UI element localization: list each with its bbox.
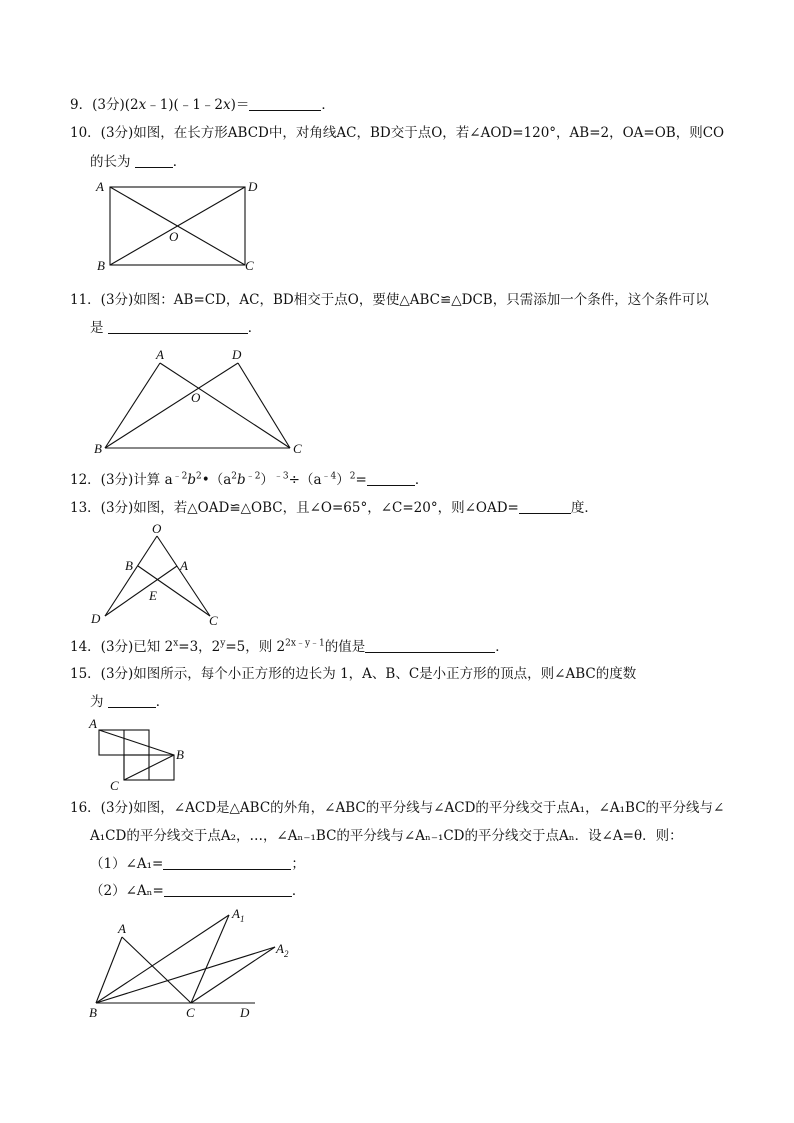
segment-ba [96,937,122,1003]
question-16-line2: A₁CD的平分线交于点A₂，…，∠Aₙ₋₁BC的平分线与∠Aₙ₋₁CD的平分线交于点Aₙ．设∠A=θ．则： [90,828,683,844]
label-a: A [89,716,97,731]
label-b: B [176,747,184,762]
label-b: B [97,258,105,273]
q12-text: ÷（a [288,472,322,488]
q9-var: x [138,97,147,113]
q9-text: 9．(3分)(2 [70,97,139,113]
q12-exp: 2 [231,471,238,482]
answer-blank-16-2[interactable] [164,882,292,897]
label-a: A [180,558,188,573]
q16-part2-tail: ． [291,883,306,899]
label-a2 [275,941,289,959]
segment-ac [160,363,290,448]
figure-exterior-angle-bisectors [85,905,300,1020]
figure-triangles-abc-dcb [90,345,320,460]
q13-tail: 度． [570,500,598,516]
question-16-part2 [90,881,305,901]
question-10-line2 [90,152,186,172]
figure-triangles-oad-obc [85,522,235,630]
label-b: B [94,441,102,456]
q12-text: ） [336,472,350,488]
label-b: B [89,1005,97,1020]
label-a1 [231,906,244,924]
q9-var2: x [223,97,231,113]
q12-tail: ． [414,472,429,488]
segment-ab [99,730,174,755]
label-a2-main: A [276,941,284,956]
label-b: B [125,558,133,573]
q12-text: 12．(3分)计算 a [70,472,173,488]
q15-tail: ． [155,694,170,710]
q12-text: •（a [201,472,232,488]
label-a: A [156,347,164,362]
q9-tail: ． [321,97,335,113]
q11-line2-text: 是 [90,320,104,336]
question-12 [70,470,428,490]
label-d: D [248,179,258,194]
label-d: D [91,611,101,626]
q12-exp: ﹣2 [245,471,261,482]
q14-exp: y [220,638,226,649]
label-o: O [169,229,179,244]
label-a2-sub: 2 [283,949,289,959]
answer-blank-12[interactable] [367,471,415,486]
q12-var: b [187,472,197,488]
question-13 [70,498,598,518]
q12-exp: 2 [349,471,356,482]
question-10: 10．(3分)如图，在长方形ABCD中，对角线AC，BD交于点O，若∠AOD=120°，AB=2，OA=OB，则CO [70,125,725,141]
q15-line2-text: 为 [90,694,104,710]
label-a1-main: A [232,906,240,921]
label-o: O [152,521,162,536]
label-c: C [293,441,302,456]
segment-bd [105,363,238,448]
question-15: 15．(3分)如图所示，每个小正方形的边长为 1，A、B、C是小正方形的顶点，则∠ABC的度数 [70,666,637,682]
label-c: C [186,1005,195,1020]
answer-blank-13[interactable] [519,499,571,514]
figure-rectangle-abcd [90,178,270,273]
q14-text: =3，2 [178,639,221,655]
label-d: D [232,347,242,362]
q12-text: ） [260,472,274,488]
label-e: E [149,588,157,603]
q9-text-mid: ﹣1)(﹣1﹣2 [146,97,224,113]
q14-tail: ． [495,639,509,655]
q9-text-end: )＝ [230,97,250,113]
q12-var: b [237,472,246,488]
question-15-line2 [90,692,169,712]
segment-ba [105,363,160,448]
question-14 [70,637,509,657]
label-a1-sub: 1 [239,914,245,924]
q12-exp: 2 [196,471,202,482]
label-d: D [240,1005,250,1020]
q12-text: = [355,472,367,488]
q12-exp: ﹣2 [172,471,188,482]
label-c: C [110,778,119,793]
q16-part2-text: （2）∠Aₙ= [90,883,164,899]
label-a: A [96,179,104,194]
q12-exp: ﹣4 [321,471,337,482]
label-a: A [118,921,126,936]
answer-blank-10[interactable] [135,153,173,168]
figure-grid-abc [85,716,205,796]
question-11: 11．(3分)如图：AB=CD，AC，BD相交于点O，要使△ABC≌△DCB，只需添加一个条件，这个条件可以 [70,292,709,308]
q10-tail: ． [172,154,187,170]
segment-ba1 [96,915,229,1003]
q11-tail: ． [247,320,262,336]
label-o: O [191,390,201,405]
answer-blank-14[interactable] [365,638,495,653]
q10-line2-text: 的长为 [90,154,131,170]
q12-exp: ﹣3 [273,471,289,482]
q13-text: 13．(3分)如图，若△OAD≌△OBC，且∠O=65°，∠C=20°，则∠OAD= [70,500,519,516]
question-11-line2 [90,318,261,338]
answer-blank-15[interactable] [108,693,156,708]
answer-blank-9[interactable] [249,96,321,111]
segment-dc [238,363,290,448]
q14-exp: 2x﹣y﹣1 [285,638,325,649]
question-9 [70,95,335,115]
label-c: C [209,613,218,628]
answer-blank-16-1[interactable] [163,855,291,870]
q14-exp: x [173,638,179,649]
segment-oc [157,536,210,616]
segment-ba2 [96,947,275,1003]
question-16-part1 [90,854,305,874]
q16-part1-tail: ； [291,856,305,872]
label-c: C [245,258,254,273]
q16-part1-text: （1）∠A₁= [90,856,164,872]
q14-text: =5，则 2 [225,639,286,655]
answer-blank-11[interactable] [108,319,248,334]
q14-text: 的值是 [324,639,366,655]
segment-da [105,566,177,616]
q14-text: 14．(3分)已知 2 [70,639,174,655]
question-16: 16．(3分)如图，∠ACD是△ABC的外角，∠ABC的平分线与∠ACD的平分线交于点A₁，∠A₁BC的平分线与∠ [70,800,725,816]
segment-od [105,536,157,616]
